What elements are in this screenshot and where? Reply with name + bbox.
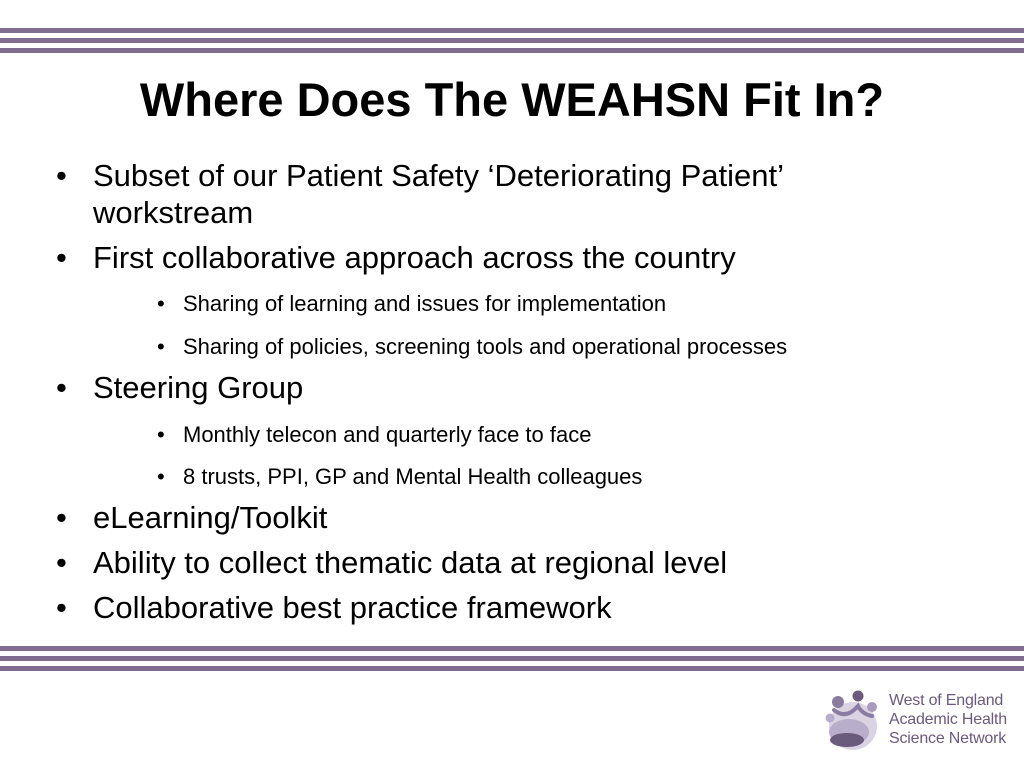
logo-line-3: Science Network [889,730,1007,747]
bullet-item [56,589,893,626]
bullet-item [56,499,893,536]
slide-title: Where Does The WEAHSN Fit In? [139,73,885,126]
sub-bullet-item [157,463,943,490]
bottom-stripe [0,666,1024,671]
bullet-item [56,544,893,581]
bullet-text: Sharing of policies, screening tools and operational processes [183,334,788,359]
bullet-text: Collaborative best practice framework [93,590,612,625]
people-circle-icon [822,688,884,754]
bullet-dot: • [56,545,67,580]
bullet-text: Sharing of learning and issues for implementation [183,291,667,316]
bullet-dot: • [56,240,67,275]
weahsn-logo [822,686,1012,756]
bullet-dot: • [56,370,67,405]
bullet-text: First collaborative approach across the country [93,240,736,275]
logo-line-1: West of England [889,692,1004,709]
sub-bullet-item [157,290,943,317]
bullet-text: 8 trusts, PPI, GP and Mental Health colleagues [183,464,643,489]
bullet-dot: • [56,158,67,193]
bullet-dot: • [157,334,165,359]
bullet-text: Monthly telecon and quarterly face to face [183,422,592,447]
bullet-dot: • [157,422,165,447]
bullet-text: Ability to collect thematic data at regional level [93,545,728,580]
bullet-dot: • [157,464,165,489]
sub-bullet-item [157,421,943,448]
bullet-dot: • [56,500,67,535]
bullet-text: Steering Group [93,370,304,405]
logo-wordmark [889,691,1007,748]
sub-bullet-item [157,333,943,360]
bullet-text: Subset of our Patient Safety ‘Deteriorating Patient’ workstream [93,158,783,230]
bottom-stripe [0,646,1024,651]
bullet-dot: • [56,590,67,625]
bullet-item [56,239,893,276]
bullet-text: eLearning/Toolkit [93,500,328,535]
logo-line-2: Academic Health [889,711,1007,728]
bullet-item [56,157,893,231]
bottom-stripe-band [0,640,1024,676]
bullet-item [56,369,893,406]
bottom-stripe [0,656,1024,661]
bullet-dot: • [157,291,165,316]
